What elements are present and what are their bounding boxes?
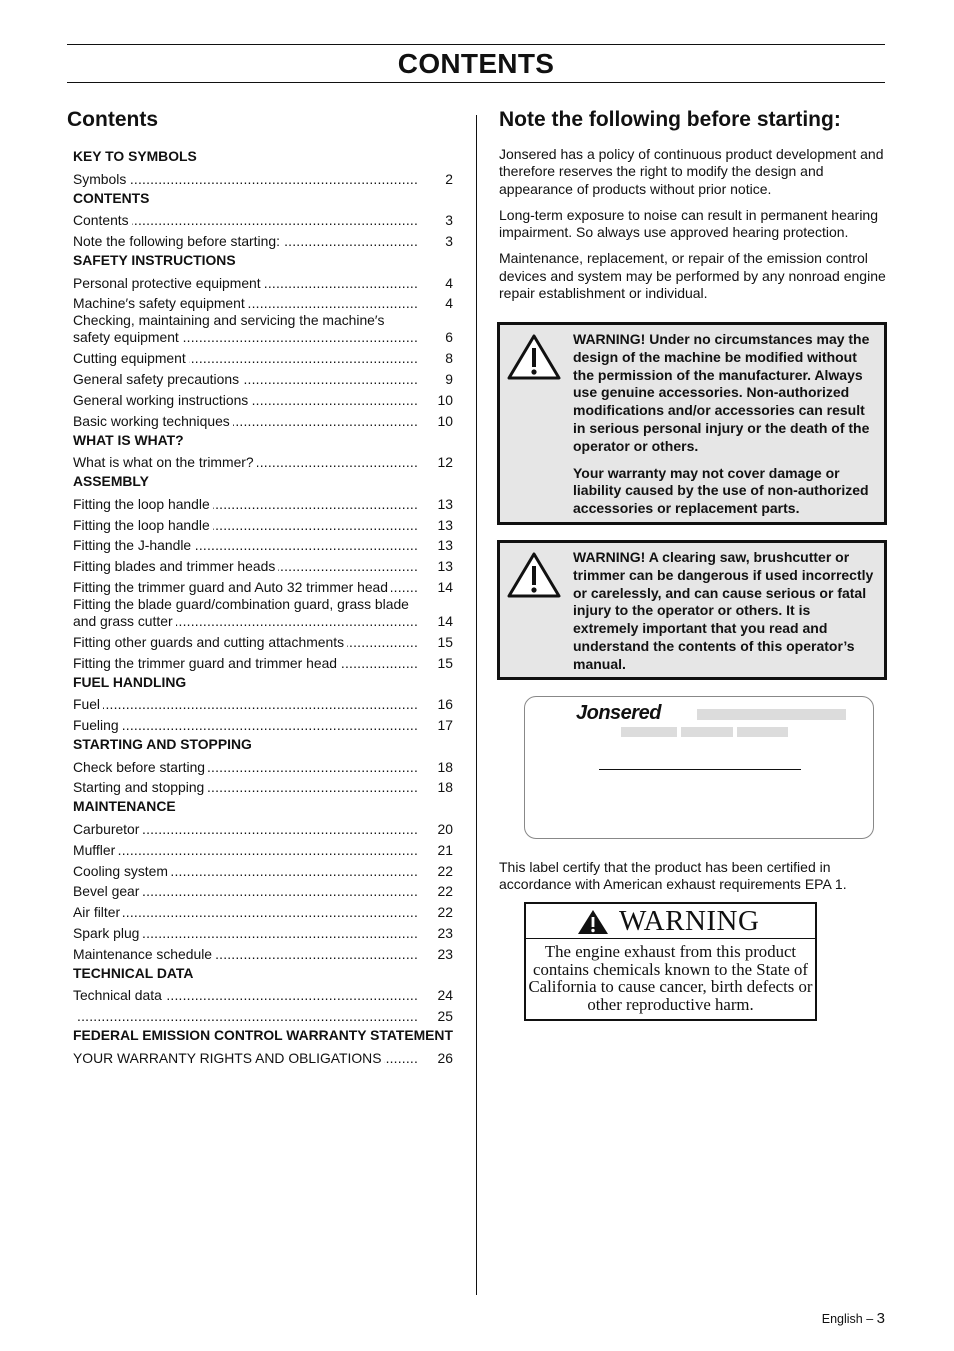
toc-page-number: 9 — [445, 370, 453, 387]
toc-entry — [73, 492, 453, 513]
toc-page-number: 24 — [437, 987, 453, 1004]
toc-entry — [73, 229, 453, 250]
toc-entry — [73, 367, 453, 388]
toc-page-number: 22 — [437, 883, 453, 900]
toc-entry-label: Fitting the trimmer guard and trimmer head — [73, 655, 340, 671]
toc-entry — [73, 983, 453, 1004]
toc-entry — [73, 534, 453, 555]
toc-section-heading: SAFETY INSTRUCTIONS — [73, 251, 236, 268]
notes-paragraph-2: Long-term exposure to noise can result in permanent hearing impairment. So always use approved hearing protection. — [499, 206, 878, 241]
toc-page-number: 20 — [437, 820, 453, 837]
toc-entry-label: Machine′s safety equipment — [73, 295, 248, 311]
toc-entry-label: Carburetor — [73, 821, 142, 837]
warning-2-text: WARNING! A clearing saw, brushcutter or trimmer can be dangerous if used incorrectly or carelessly, and can cause serious or fatal injury to the operator or others. It is extremely important that you read and understand the contents of this operator’s manual. — [573, 549, 874, 672]
contents-heading: Contents — [67, 108, 158, 131]
notes-heading: Note the following before starting: — [499, 108, 841, 131]
toc-page-number: 22 — [437, 904, 453, 921]
toc-page-number: 13 — [437, 558, 453, 575]
toc-entry — [73, 513, 453, 534]
toc-entry-label: Basic working techniques — [73, 413, 233, 429]
toc-entry-label-line2: and grass cutter — [73, 613, 176, 629]
toc-page-number: 2 — [445, 170, 453, 187]
warning-1-warranty-text: Your warranty may not cover damage or liability caused by the use of non-authorized accessories or replacement parts. — [573, 464, 869, 517]
toc-entry-label: Maintenance schedule — [73, 946, 215, 962]
toc-page-number: 22 — [437, 862, 453, 879]
prop65-header — [526, 904, 815, 939]
toc-page-number: 18 — [437, 779, 453, 796]
toc-section-heading: WHAT IS WHAT? — [73, 431, 184, 448]
toc-entry — [73, 167, 453, 188]
column-divider — [476, 115, 477, 1295]
toc-page-number: 14 — [437, 578, 453, 595]
toc-entry-label: YOUR WARRANTY RIGHTS AND OBLIGATIONS — [73, 1050, 384, 1066]
label-caption: This label certify that the product has been certified in accordance with American exhaust requirements EPA 1. — [499, 859, 847, 893]
toc-page-number: 10 — [437, 412, 453, 429]
toc-entry — [73, 776, 453, 797]
toc-entry-label: Bevel gear — [73, 883, 142, 899]
toc-entry-label: Fitting other guards and cutting attachments — [73, 634, 347, 650]
toc-entry-label: Fitting the J-handle — [73, 537, 194, 553]
toc-entry-label: Technical data — [73, 987, 165, 1003]
table-of-contents — [73, 146, 453, 1067]
page-footer — [822, 1310, 885, 1327]
toc-entry-label: Fitting the trimmer guard and Auto 32 trimmer head — [73, 579, 391, 595]
toc-entry-label: Muffler — [73, 842, 118, 858]
toc-page-number: 12 — [437, 454, 453, 471]
toc-page-number: 3 — [445, 212, 453, 229]
footer-separator: – — [862, 1312, 877, 1326]
label-placeholder-bar — [697, 709, 846, 720]
toc-section-heading: STARTING AND STOPPING — [73, 735, 252, 752]
toc-section-heading: KEY TO SYMBOLS — [73, 148, 197, 164]
emission-label-card — [524, 696, 874, 839]
toc-section-heading: MAINTENANCE — [73, 798, 176, 815]
toc-page-number: 15 — [437, 654, 453, 671]
prop65-body: The engine exhaust from this product contains chemicals known to the State of California to cause cancer, birth defects or other reproductive harm. — [528, 942, 813, 1014]
toc-entry — [73, 713, 453, 734]
toc-section-heading: ASSEMBLY — [73, 473, 149, 490]
toc-entry — [73, 312, 453, 346]
toc-entry — [73, 346, 453, 367]
toc-entry-label: Note the following before starting: — [73, 233, 283, 249]
toc-entry-label: Fitting blades and trimmer heads — [73, 558, 278, 574]
toc-entry-label: Fueling — [73, 717, 122, 733]
toc-page-number: 13 — [437, 537, 453, 554]
toc-entry — [73, 880, 453, 901]
toc-entry — [73, 630, 453, 651]
toc-page-number: 8 — [445, 350, 453, 367]
toc-entry — [73, 838, 453, 859]
toc-entry — [73, 208, 453, 229]
toc-entry-label: Personal protective equipment — [73, 275, 264, 291]
toc-page-number: 21 — [437, 841, 453, 858]
toc-entry-label: Check before starting — [73, 759, 208, 775]
toc-entry-label-line2: safety equipment — [73, 329, 182, 345]
toc-page-number: 6 — [445, 329, 453, 346]
toc-page-number: 14 — [437, 612, 453, 629]
toc-page-number: 25 — [437, 1008, 453, 1025]
toc-entry-label: Contents — [73, 212, 132, 228]
toc-section-heading: TECHNICAL DATA — [73, 964, 194, 981]
warning-triangle-icon — [506, 333, 562, 381]
toc-entry — [73, 596, 453, 630]
toc-entry — [73, 575, 453, 596]
notes-paragraph-3: Maintenance, replacement, or repair of the emission control devices and system may be performed by any nonroad engine repair establishment or individual. — [499, 250, 886, 302]
toc-page-number: 13 — [437, 495, 453, 512]
toc-entry — [73, 554, 453, 575]
toc-entry — [73, 755, 453, 776]
label-placeholder-bar — [737, 727, 788, 737]
warning-box-danger — [497, 540, 887, 680]
toc-entry-label: Spark plug — [73, 925, 142, 941]
toc-entry-label-line1: Checking, maintaining and servicing the machine′s — [73, 312, 419, 329]
page-title: CONTENTS — [397, 48, 555, 79]
toc-section-heading: FEDERAL EMISSION CONTROL WARRANTY STATEMENT — [73, 1027, 453, 1044]
label-placeholder-bar — [621, 727, 677, 737]
toc-entry — [73, 450, 453, 471]
toc-entry-label: Symbols — [73, 171, 129, 187]
toc-section-heading: FUEL HANDLING — [73, 673, 187, 690]
toc-page-number: 13 — [437, 516, 453, 533]
toc-entry — [73, 692, 453, 713]
toc-entry — [73, 859, 453, 880]
page-header — [67, 44, 885, 83]
warning-triangle-icon — [577, 909, 609, 935]
warning-triangle-icon — [506, 551, 562, 599]
toc-entry — [73, 388, 453, 409]
toc-entry — [73, 1004, 453, 1025]
toc-page-number: 16 — [437, 696, 453, 713]
toc-entry-label — [73, 1008, 76, 1024]
label-placeholder-bar — [681, 727, 733, 737]
toc-entry — [73, 409, 453, 430]
toc-page-number: 10 — [437, 391, 453, 408]
toc-entry-label: Starting and stopping — [73, 779, 207, 795]
toc-page-number: 4 — [445, 295, 453, 312]
toc-entry — [73, 921, 453, 942]
toc-page-number: 23 — [437, 924, 453, 941]
footer-language: English — [821, 1312, 863, 1326]
toc-entry-label: Fuel — [73, 696, 103, 712]
prop65-warning-label — [524, 902, 817, 1021]
toc-page-number: 23 — [437, 945, 453, 962]
toc-page-number: 15 — [437, 633, 453, 650]
toc-entry-label: Fitting the loop handle — [73, 496, 213, 512]
notes-paragraph-1: Jonsered has a policy of continuous product development and therefore reserves the right to modify the design and appearance of products without prior notice. — [499, 146, 884, 197]
toc-page-number: 18 — [437, 758, 453, 775]
prop65-title: WARNING — [619, 905, 760, 937]
toc-entry-label: Air filter — [73, 904, 123, 920]
toc-entry-label: Fitting the loop handle — [73, 517, 213, 533]
toc-section-heading: CONTENTS — [73, 189, 150, 206]
toc-page-number: 3 — [445, 232, 453, 249]
jonsered-logo: Jonsered — [576, 702, 661, 724]
warning-1-text: WARNING! Under no circumstances may the design of the machine be modified without the permission of the manufacturer. Always use genuine accessories. Non-authorized modifications and/or accessories can result in serious personal injury or the death of the operator or others. — [573, 331, 870, 454]
toc-entry-label: What is what on the trimmer? — [73, 454, 257, 470]
toc-entry — [73, 900, 453, 921]
toc-entry-label: General working instructions — [73, 392, 251, 408]
toc-entry-label: Cooling system — [73, 863, 171, 879]
label-underline — [599, 769, 801, 770]
toc-entry-label: General safety precautions — [73, 371, 242, 387]
toc-entry — [73, 651, 453, 672]
toc-entry — [73, 942, 453, 963]
right-column — [499, 106, 889, 311]
toc-page-number: 4 — [445, 274, 453, 291]
toc-entry — [73, 1046, 453, 1067]
warning-box-modification — [497, 322, 887, 525]
left-column — [67, 106, 457, 1067]
toc-entry-label-line1: Fitting the blade guard/combination guard, grass blade — [73, 596, 419, 613]
toc-page-number: 17 — [437, 716, 453, 733]
page-number: 3 — [876, 1310, 885, 1327]
toc-entry-label: Cutting equipment — [73, 350, 189, 366]
toc-page-number: 26 — [437, 1049, 453, 1066]
toc-entry — [73, 271, 453, 292]
toc-entry — [73, 292, 453, 313]
toc-entry — [73, 817, 453, 838]
